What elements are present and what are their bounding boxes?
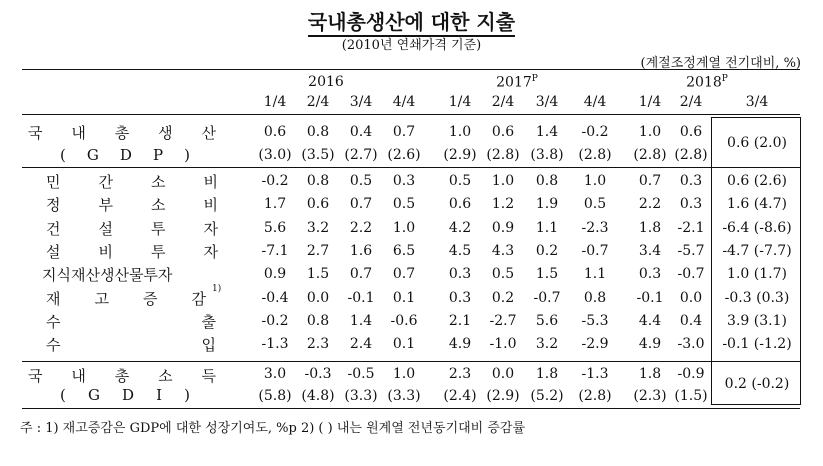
label-char: 산 <box>201 124 216 142</box>
label-char: D <box>119 146 132 164</box>
header-rule <box>22 114 800 115</box>
gdi-yoy: (5.8) <box>258 388 292 404</box>
gdp-value: 0.6 <box>263 124 287 140</box>
component-value: 5.6 <box>263 220 287 236</box>
component-value: 1.2 <box>491 196 515 212</box>
gdp-value: 0.7 <box>392 124 416 140</box>
label-char: 입 <box>201 336 216 354</box>
row-label <box>46 171 218 192</box>
gdi-latest: 0.2 (-0.2) <box>724 376 790 392</box>
component-value: 0.3 <box>392 173 416 189</box>
gdi-value: 3.0 <box>263 366 287 382</box>
component-value: 0.8 <box>583 290 607 306</box>
gdi-yoy: (2.3) <box>633 388 667 404</box>
label-char: 소 <box>158 367 173 385</box>
row-label <box>46 311 216 332</box>
gdi-value: 1.0 <box>392 366 416 382</box>
gdp-yoy: (2.6) <box>387 147 421 163</box>
label-char: 간 <box>98 173 113 191</box>
label-char: 재 <box>46 290 61 308</box>
label-char: 총 <box>114 124 130 142</box>
quarter-header: 2/4 <box>491 94 515 110</box>
label-char: 증 <box>143 290 158 308</box>
latest-quarter-box <box>711 117 801 405</box>
quarter-header: 4/4 <box>392 94 416 110</box>
year-header: $2018^P$ <box>686 74 728 91</box>
component-value: 0.3 <box>448 290 472 306</box>
label-char: 수 <box>46 336 61 354</box>
label-char: 비 <box>203 196 218 214</box>
component-value: 0.3 <box>679 173 703 189</box>
component-value: 4.5 <box>448 243 472 259</box>
component-value: 5.6 <box>535 313 559 329</box>
gdp-yoy: (3.8) <box>530 147 564 163</box>
gdi-yoy: (5.2) <box>530 388 564 404</box>
component-value: 1.4 <box>349 313 373 329</box>
component-value: -5.7 <box>677 243 705 259</box>
component-latest: -4.7 (-7.7) <box>722 243 792 259</box>
gdi-yoy: (1.5) <box>674 388 708 404</box>
label-char: 비 <box>203 173 218 191</box>
label-char: I <box>156 386 163 404</box>
component-value: 1.0 <box>583 173 607 189</box>
component-value: 0.8 <box>306 313 330 329</box>
component-value: 1.0 <box>392 220 416 236</box>
gdp-rule <box>22 167 800 168</box>
component-value: 0.8 <box>306 173 330 189</box>
component-value: 0.7 <box>392 266 416 282</box>
preliminary-mark: P <box>531 74 538 84</box>
label-char: 건 <box>46 220 61 238</box>
row-label-gdi <box>28 365 216 386</box>
component-value: 1.9 <box>535 196 559 212</box>
label-char: 설 <box>46 243 61 261</box>
component-value: -0.7 <box>581 243 609 259</box>
component-value: 0.2 <box>491 290 515 306</box>
label-char: G <box>87 386 100 404</box>
gdi-yoy: (3.3) <box>387 388 421 404</box>
component-value: 1.6 <box>349 243 373 259</box>
quarter-header: 2/4 <box>679 94 703 110</box>
gdp-value: -0.2 <box>581 124 609 140</box>
component-value: 3.2 <box>306 220 330 236</box>
label-char: 소 <box>151 173 166 191</box>
component-value: 0.9 <box>491 220 515 236</box>
component-value: 0.5 <box>448 173 472 189</box>
component-value: 0.5 <box>583 196 607 212</box>
table-subtitle: (2010년 연쇄가격 기준) <box>341 38 482 53</box>
label-char: 고 <box>94 290 109 308</box>
component-value: -7.1 <box>261 243 289 259</box>
label-char: ) <box>184 146 190 164</box>
gdi-yoy: (2.4) <box>443 388 477 404</box>
component-value: -0.7 <box>533 290 561 306</box>
component-value: 2.2 <box>638 196 662 212</box>
gdp-yoy: (2.9) <box>443 147 477 163</box>
label-char: D <box>122 386 135 404</box>
component-value: 0.7 <box>638 173 662 189</box>
label-char: ) <box>184 386 190 404</box>
gdi-value: -0.3 <box>304 366 332 382</box>
component-latest: 1.0 (1.7) <box>727 266 787 282</box>
component-value: 0.3 <box>679 196 703 212</box>
component-value: 6.5 <box>392 243 416 259</box>
component-value: -1.3 <box>261 336 289 352</box>
component-value: 4.9 <box>638 336 662 352</box>
label-char: 출 <box>201 313 216 331</box>
label-char: 자 <box>203 220 218 238</box>
label-char: 투 <box>151 243 166 261</box>
component-value: 0.5 <box>392 196 416 212</box>
gdi-yoy: (2.9) <box>486 388 520 404</box>
label-char: ( <box>60 146 66 164</box>
label-char: 득 <box>201 367 216 385</box>
gdp-value: 0.6 <box>679 124 703 140</box>
component-value: 2.2 <box>349 220 373 236</box>
component-value: 0.7 <box>349 266 373 282</box>
gdi-rule <box>22 361 800 362</box>
gdp-yoy: (2.7) <box>344 147 378 163</box>
quarter-header: 3/4 <box>349 94 373 110</box>
gdp-value: 0.4 <box>349 124 373 140</box>
gdp-value: 0.8 <box>306 124 330 140</box>
component-value: 1.7 <box>263 196 287 212</box>
component-value: -0.2 <box>261 313 289 329</box>
component-value: 0.8 <box>535 173 559 189</box>
gdp-yoy: (3.5) <box>301 147 335 163</box>
row-label-gdi-sub <box>60 386 190 404</box>
year-header: 2016 <box>308 74 344 90</box>
component-value: 0.0 <box>306 290 330 306</box>
component-value: 2.3 <box>306 336 330 352</box>
label-char: P <box>152 146 164 164</box>
label-char: 국 <box>28 367 43 385</box>
label-char: 총 <box>114 367 130 385</box>
component-value: 0.1 <box>392 290 416 306</box>
gdp-value: 1.4 <box>535 124 559 140</box>
component-value: -2.1 <box>677 220 705 236</box>
component-latest: 1.6 (4.7) <box>727 196 787 212</box>
component-value: 0.6 <box>306 196 330 212</box>
gdp-yoy: (2.8) <box>633 147 667 163</box>
label-char: 내 <box>71 124 86 142</box>
component-value: 0.5 <box>491 266 515 282</box>
table-title: 국내총생산에 대한 지출 <box>0 6 823 35</box>
component-value: 0.2 <box>535 243 559 259</box>
component-value: 3.4 <box>638 243 662 259</box>
row-label-gdp <box>28 122 216 143</box>
component-value: 2.7 <box>306 243 330 259</box>
gdp-value: 1.0 <box>448 124 472 140</box>
component-value: 2.1 <box>448 313 472 329</box>
component-value: 4.3 <box>491 243 515 259</box>
gdp-value: 1.0 <box>638 124 662 140</box>
label-char: ( <box>60 386 66 404</box>
gdi-value: 0.0 <box>491 366 515 382</box>
component-value: 3.2 <box>535 336 559 352</box>
component-latest: -0.3 (0.3) <box>724 290 790 306</box>
component-value: 2.4 <box>349 336 373 352</box>
component-value: -5.3 <box>581 313 609 329</box>
bottom-rule <box>22 408 800 409</box>
gdi-value: -0.9 <box>677 366 705 382</box>
year-header: $2017^P$ <box>496 74 538 91</box>
preliminary-mark: P <box>721 74 728 84</box>
component-value: 1.1 <box>583 266 607 282</box>
gdi-yoy: (4.8) <box>301 388 335 404</box>
component-value: 4.9 <box>448 336 472 352</box>
component-value: -3.0 <box>677 336 705 352</box>
component-value: 0.5 <box>349 173 373 189</box>
row-label: 지식재산생산물투자 <box>42 266 173 284</box>
gdp-yoy: (2.8) <box>486 147 520 163</box>
quarter-header: 2/4 <box>306 94 330 110</box>
component-latest: -0.1 (-1.2) <box>722 336 792 352</box>
gdp-value: 0.6 <box>491 124 515 140</box>
label-char: 소 <box>151 196 166 214</box>
row-label <box>46 241 218 262</box>
row-label <box>46 194 218 215</box>
top-rule <box>22 69 800 70</box>
component-value: -0.2 <box>261 173 289 189</box>
gdp-yoy: (3.0) <box>258 147 292 163</box>
component-value: -2.7 <box>489 313 517 329</box>
gdp-latest: 0.6 (2.0) <box>727 135 787 151</box>
component-value: 0.1 <box>392 336 416 352</box>
gdi-value: -1.3 <box>581 366 609 382</box>
component-value: 0.0 <box>679 290 703 306</box>
gdi-value: -0.5 <box>347 366 375 382</box>
gdi-value: 2.3 <box>448 366 472 382</box>
label-char: 설 <box>98 220 113 238</box>
row-label-gdp-sub <box>60 146 190 164</box>
component-latest: 0.6 (2.6) <box>727 173 787 189</box>
component-latest: 3.9 (3.1) <box>727 313 787 329</box>
footnote-marker: 1) <box>212 284 222 294</box>
component-value: -1.0 <box>489 336 517 352</box>
label-char: 내 <box>71 367 86 385</box>
gdp-yoy: (2.8) <box>578 147 612 163</box>
component-value: 1.0 <box>491 173 515 189</box>
gdp-yoy: (2.8) <box>674 147 708 163</box>
label-char: 민 <box>46 173 61 191</box>
quarter-header: 1/4 <box>448 94 472 110</box>
component-value: 0.3 <box>448 266 472 282</box>
component-value: 4.4 <box>638 313 662 329</box>
row-label <box>46 218 218 239</box>
label-char: 자 <box>203 243 218 261</box>
component-value: 1.8 <box>638 220 662 236</box>
component-value: -0.1 <box>347 290 375 306</box>
component-value: -2.3 <box>581 220 609 236</box>
unit-note: (계절조정계열 전기대비, %) <box>640 56 801 71</box>
gdi-yoy: (2.8) <box>578 388 612 404</box>
component-value: -0.6 <box>390 313 418 329</box>
label-char: 부 <box>98 196 113 214</box>
component-latest: -6.4 (-8.6) <box>722 220 792 236</box>
label-char: G <box>86 146 99 164</box>
component-value: 1.5 <box>535 266 559 282</box>
component-value: 1.1 <box>535 220 559 236</box>
label-char: 국 <box>28 124 43 142</box>
gdi-value: 1.8 <box>638 366 662 382</box>
component-value: 0.6 <box>448 196 472 212</box>
row-label <box>46 284 222 309</box>
component-value: 0.7 <box>349 196 373 212</box>
label-char: 수 <box>46 313 61 331</box>
component-value: -2.9 <box>581 336 609 352</box>
gdi-yoy: (3.3) <box>344 388 378 404</box>
quarter-header: 4/4 <box>583 94 607 110</box>
component-value: 1.5 <box>306 266 330 282</box>
quarter-header: 3/4 <box>745 94 769 110</box>
label-char: 비 <box>98 243 113 261</box>
component-value: -0.7 <box>677 266 705 282</box>
component-value: 0.9 <box>263 266 287 282</box>
row-label <box>46 334 216 355</box>
component-value: -0.1 <box>636 290 664 306</box>
component-value: -0.4 <box>261 290 289 306</box>
label-char: 생 <box>158 124 173 142</box>
quarter-header: 1/4 <box>263 94 287 110</box>
component-value: 0.4 <box>679 313 703 329</box>
footnote: 주 : 1) 재고증감은 GDP에 대한 성장기여도, %p 2) ( ) 내는 원계열 전년동기대비 증감률 <box>20 421 526 436</box>
label-char: 정 <box>46 196 61 214</box>
label-char: 감 <box>191 290 206 308</box>
component-value: 4.2 <box>448 220 472 236</box>
gdi-value: 1.8 <box>535 366 559 382</box>
quarter-header: 3/4 <box>535 94 559 110</box>
quarter-header: 1/4 <box>638 94 662 110</box>
label-char: 투 <box>151 220 166 238</box>
component-value: 0.3 <box>638 266 662 282</box>
